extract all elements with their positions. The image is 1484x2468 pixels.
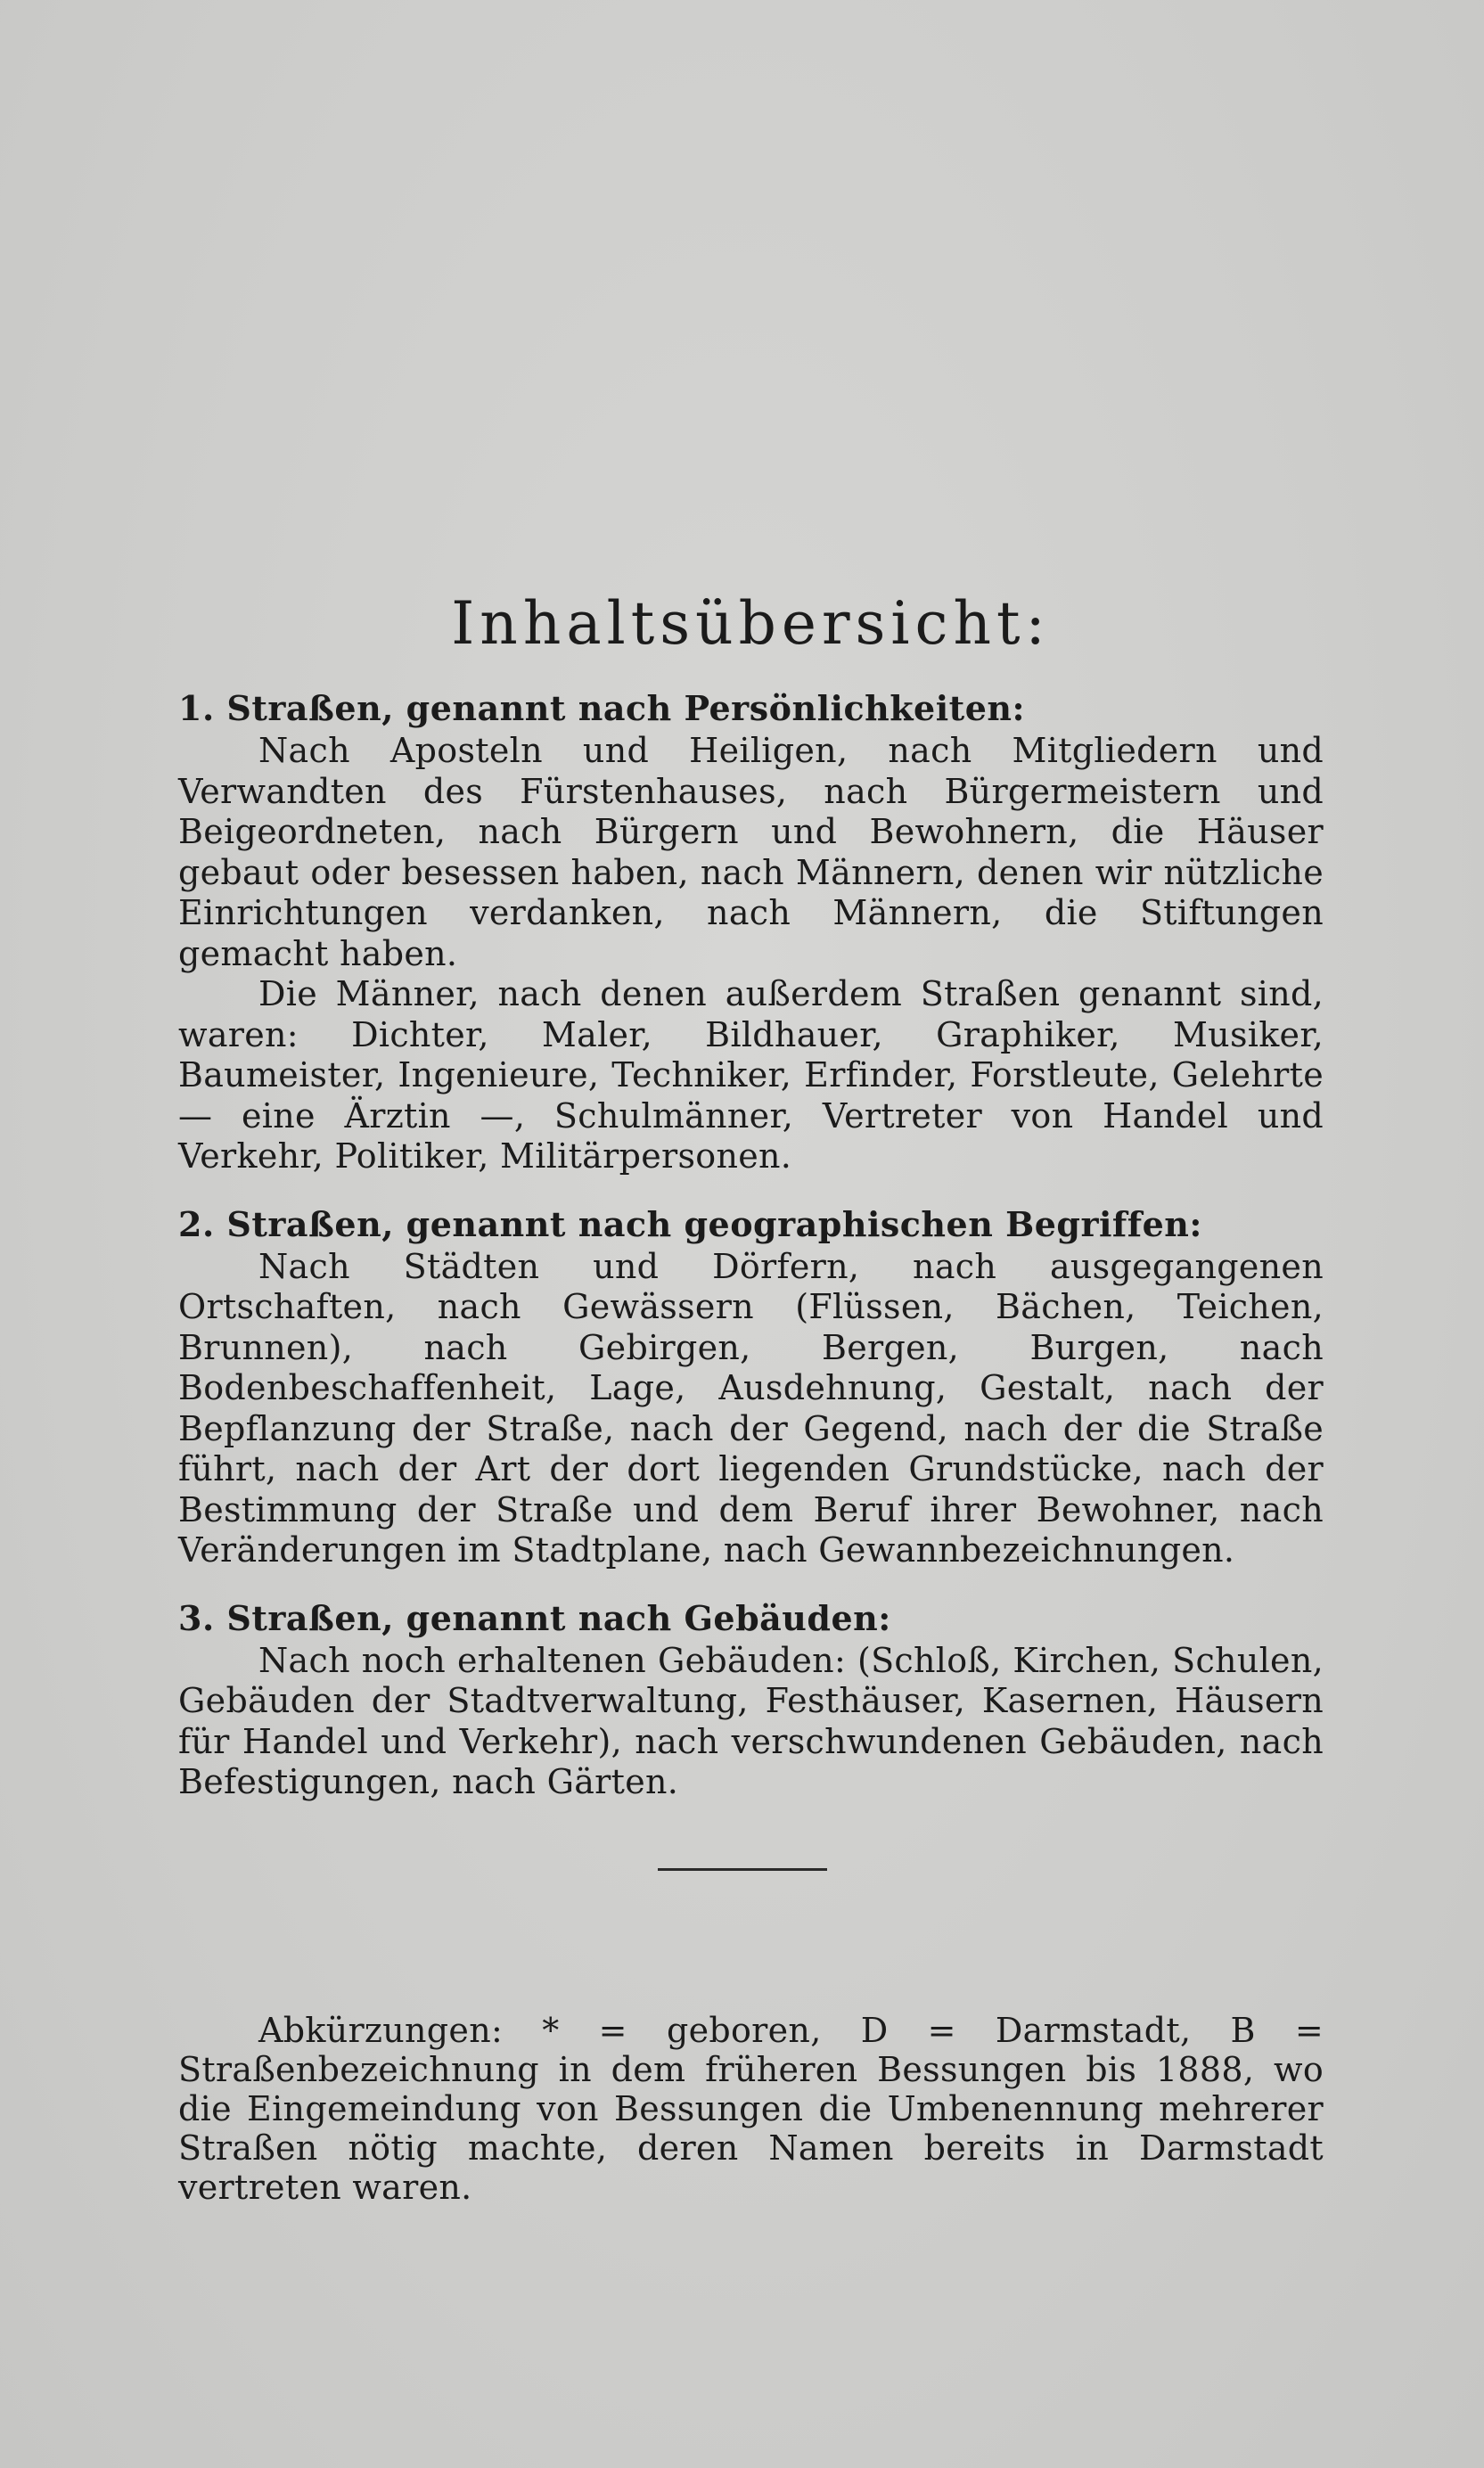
section-paragraph: Nach Aposteln und Heiligen, nach Mitgliedern und Verwandten des Fürstenhauses, nach Bürgermeistern und Beigeordneten, nach Bürgern und Bewohnern, die Häuser gebaut oder besessen haben, nach Männern, denen wir nützliche Einrichtungen verdanken, nach Männern, die Stiftungen gemacht haben.	[178, 731, 1324, 973]
section-paragraph: Nach noch erhaltenen Gebäuden: (Schloß, Kirchen, Schulen, Gebäuden der Stadtverwaltung, Festhäuser, Kasernen, Häusern für Handel und Verkehr), nach verschwundenen Gebäuden, nach Befestigungen, nach Gärten.	[178, 1640, 1324, 1801]
section-2	[178, 1202, 1324, 1571]
divider-rule	[658, 1868, 827, 1871]
section-paragraph: Die Männer, nach denen außerdem Straßen genannt sind, waren: Dichter, Maler, Bildhauer, Graphiker, Musiker, Baumeister, Ingenieure, Techniker, Erfinder, Forstleute, Gelehrte — eine Ärztin —, Schulmänner, Vertreter von Handel und Verkehr, Politiker, Militärpersonen.	[178, 974, 1324, 1176]
page-title: Inhaltsübersicht:	[451, 589, 1051, 658]
section-heading: 1. Straßen, genannt nach Persönlichkeiten:	[178, 688, 1026, 728]
section-1	[178, 686, 1324, 1177]
section-3	[178, 1596, 1324, 1803]
section-heading: 2. Straßen, genannt nach geographischen Begriffen:	[178, 1203, 1202, 1244]
section-heading: 3. Straßen, genannt nach Gebäuden:	[178, 1597, 891, 1638]
table-of-contents	[178, 588, 1324, 1803]
section-paragraph: Nach Städten und Dörfern, nach ausgegangenen Ortschaften, nach Gewässern (Flüssen, Bächen, Teichen, Brunnen), nach Gebirgen, Bergen, Burgen, nach Bodenbeschaffenheit, Lage, Ausdehnung, Gestalt, nach der Bepflanzung der Straße, nach der Gegend, nach der die Straße führt, nach der Art der dort liegenden Grundstücke, nach der Bestimmung der Straße und dem Beruf ihrer Bewohner, nach Veränderungen im Stadtplane, nach Gewannbezeichnungen.	[178, 1246, 1324, 1570]
abbreviations-note: Abkürzungen: * = geboren, D = Darmstadt, B = Straßenbezeichnung in dem früheren Bessungen bis 1888, wo die Eingemeindung von Bessungen die Umbenennung mehrerer Straßen nötig machte, deren Namen bereits in Darmstadt vertreten waren.	[178, 2011, 1324, 2207]
